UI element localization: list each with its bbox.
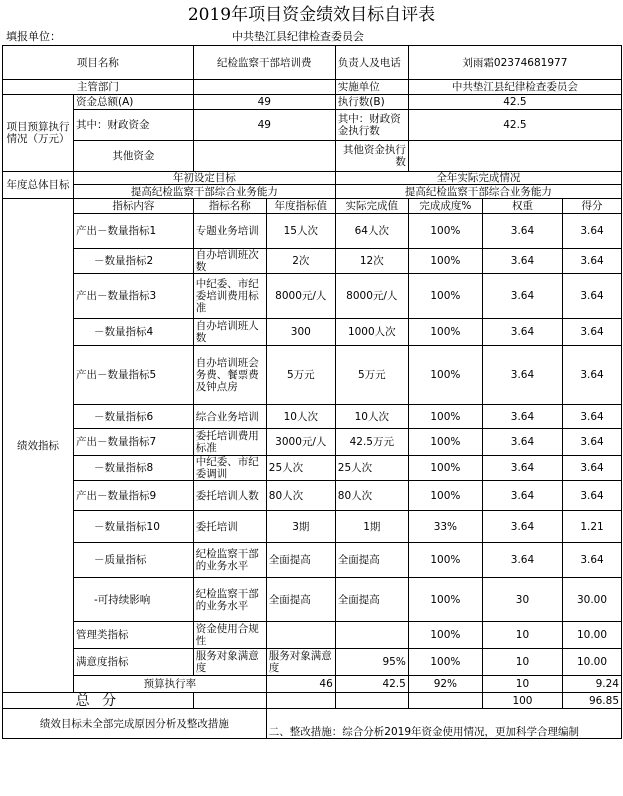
indicator-name: 委托培训人数 — [193, 481, 266, 511]
indicator-target: 全面提高 — [266, 543, 335, 578]
indicator-target: 5万元 — [266, 346, 335, 405]
header-weight: 权重 — [482, 199, 562, 214]
indicator-target — [266, 622, 335, 649]
budget-fiscal-exec-label: 其中：财政资金执行数 — [335, 110, 408, 141]
indicator-name: 自办培训班人数 — [193, 319, 266, 346]
header-actual: 实际完成值 — [335, 199, 408, 214]
footer-label: 绩效目标未全部完成原因分析及整改措施 — [3, 709, 267, 739]
indicator-content: －数量指标4 — [74, 319, 194, 346]
indicator-rate: 100% — [408, 456, 482, 481]
indicator-row — [3, 622, 622, 649]
goals-actual-label: 全年实际完成情况 — [335, 172, 621, 185]
impl-label: 实施单位 — [335, 80, 408, 95]
goals-initial-value: 提高纪检监察干部综合业务能力 — [74, 185, 336, 199]
indicator-name: 委托培训 — [193, 511, 266, 543]
goals-initial-label: 年初设定目标 — [74, 172, 336, 185]
indicator-row — [3, 511, 622, 543]
goals-actual-value: 提高纪检监察干部综合业务能力 — [335, 185, 621, 199]
indicator-score: 10.00 — [563, 649, 622, 676]
indicator-rate: 100% — [408, 481, 482, 511]
footer-row — [3, 709, 622, 739]
budget-exec-label: 执行数(B) — [335, 95, 408, 110]
indicator-actual — [335, 622, 408, 649]
indicator-content: 产出－数量指标9 — [74, 481, 194, 511]
budget-other-label: 其他资金 — [74, 141, 194, 172]
indicator-rate: 100% — [408, 346, 482, 405]
total-empty-cell — [335, 693, 408, 709]
indicator-rate: 33% — [408, 511, 482, 543]
owner-value: 刘雨霜02374681977 — [408, 46, 621, 80]
budget-other-exec-label: 其他资金执行数 — [335, 141, 408, 172]
indicator-rate: 100% — [408, 405, 482, 429]
project-name-value: 纪检监察干部培训费 — [193, 46, 335, 80]
indicator-target: 2次 — [266, 249, 335, 274]
indicator-score: 3.64 — [563, 346, 622, 405]
indicator-score: 3.64 — [563, 543, 622, 578]
total-empty-cell — [266, 693, 335, 709]
budget-other-exec-value — [408, 141, 621, 172]
total-empty-cell — [408, 693, 482, 709]
indicator-content: 产出－数量指标3 — [74, 274, 194, 319]
total-weight: 100 — [482, 693, 562, 709]
indicator-weight: 3.64 — [482, 481, 562, 511]
total-row — [3, 693, 622, 709]
indicator-row — [3, 649, 622, 676]
indicator-weight: 30 — [482, 578, 562, 622]
owner-label: 负责人及电话 — [335, 46, 408, 80]
header-content: 指标内容 — [74, 199, 194, 214]
indicator-name: 自办培训班会务费、餐票费及钟点房 — [193, 346, 266, 405]
budget-other-row — [3, 141, 622, 172]
indicator-content: －数量指标8 — [74, 456, 194, 481]
indicator-weight: 3.64 — [482, 214, 562, 249]
indicator-rate: 100% — [408, 622, 482, 649]
indicator-score: 1.21 — [563, 511, 622, 543]
total-empty-cell — [193, 693, 266, 709]
indicator-name: 专题业务培训 — [193, 214, 266, 249]
indicator-header-row — [3, 199, 622, 214]
indicator-weight: 10 — [482, 622, 562, 649]
indicator-score: 3.64 — [563, 214, 622, 249]
indicator-content: 管理类指标 — [74, 622, 194, 649]
budget-fiscal-label: 其中：财政资金 — [74, 110, 194, 141]
indicator-weight: 3.64 — [482, 511, 562, 543]
budget-section-label: 项目预算执行情况（万元） — [3, 95, 74, 172]
indicator-row — [3, 543, 622, 578]
indicator-rate: 100% — [408, 249, 482, 274]
indicator-name: 自办培训班次数 — [193, 249, 266, 274]
indicator-rate: 100% — [408, 274, 482, 319]
indicator-actual: 1期 — [335, 511, 408, 543]
header-score: 得分 — [563, 199, 622, 214]
indicator-row — [3, 249, 622, 274]
indicator-content: －数量指标2 — [74, 249, 194, 274]
indicator-score: 3.64 — [563, 274, 622, 319]
budget-exec-value: 42.5 — [408, 95, 621, 110]
total-label: 总 分 — [3, 693, 194, 709]
filler-row — [2, 28, 622, 45]
indicator-content: －数量指标6 — [74, 405, 194, 429]
indicator-actual: 64人次 — [335, 214, 408, 249]
impl-value: 中共垫江县纪律检查委员会 — [408, 80, 621, 95]
header-target: 年度指标值 — [266, 199, 335, 214]
total-score: 96.85 — [563, 693, 622, 709]
indicator-row — [3, 456, 622, 481]
indicator-target: 服务对象满意度 — [266, 649, 335, 676]
indicator-content: -可持续影响 — [74, 578, 194, 622]
indicator-score: 3.64 — [563, 481, 622, 511]
indicator-actual: 5万元 — [335, 346, 408, 405]
indicator-row — [3, 578, 622, 622]
budget-fiscal-exec-value: 42.5 — [408, 110, 621, 141]
budget-rate-label: 预算执行率 — [74, 676, 267, 693]
project-name-row — [3, 46, 622, 80]
indicator-target: 300 — [266, 319, 335, 346]
indicator-name: 中纪委、市纪委培训费用标准 — [193, 274, 266, 319]
indicator-weight: 3.64 — [482, 456, 562, 481]
indicator-score: 3.64 — [563, 249, 622, 274]
indicator-rate: 100% — [408, 649, 482, 676]
footer-value: 二、整改措施：综合分析2019年资金使用情况，更加科学合理编制 — [266, 709, 621, 739]
indicator-row — [3, 405, 622, 429]
indicator-name: 委托培训费用标准 — [193, 429, 266, 456]
indicator-name: 纪检监察干部的业务水平 — [193, 578, 266, 622]
indicator-weight: 10 — [482, 649, 562, 676]
filler-label: 填报单位： — [6, 30, 61, 43]
indicator-weight: 3.64 — [482, 319, 562, 346]
dept-value — [193, 80, 335, 95]
indicator-name: 服务对象满意度 — [193, 649, 266, 676]
indicator-score: 3.64 — [563, 429, 622, 456]
budget-total-value: 49 — [193, 95, 335, 110]
indicator-row — [3, 214, 622, 249]
indicator-target: 15人次 — [266, 214, 335, 249]
indicator-target: 80人次 — [266, 481, 335, 511]
indicator-content: 产出－数量指标1 — [74, 214, 194, 249]
indicator-target: 25人次 — [266, 456, 335, 481]
indicator-name: 资金使用合规性 — [193, 622, 266, 649]
indicator-target: 8000元/人 — [266, 274, 335, 319]
indicator-target: 3期 — [266, 511, 335, 543]
indicator-target: 10人次 — [266, 405, 335, 429]
indicator-actual: 全面提高 — [335, 578, 408, 622]
indicator-row — [3, 319, 622, 346]
indicator-content: －质量指标 — [74, 543, 194, 578]
budget-total-row — [3, 95, 622, 110]
dept-label: 主管部门 — [3, 80, 194, 95]
indicator-weight: 3.64 — [482, 405, 562, 429]
indicator-actual: 8000元/人 — [335, 274, 408, 319]
budget-fiscal-value: 49 — [193, 110, 335, 141]
indicator-actual: 12次 — [335, 249, 408, 274]
budget-other-value — [193, 141, 335, 172]
header-rate: 完成成度% — [408, 199, 482, 214]
goals-value-row — [3, 185, 622, 199]
indicator-score: 30.00 — [563, 578, 622, 622]
indicator-row — [3, 429, 622, 456]
budget-fiscal-row — [3, 110, 622, 141]
goals-header-row — [3, 172, 622, 185]
indicator-actual: 10人次 — [335, 405, 408, 429]
indicator-row — [3, 481, 622, 511]
indicator-score: 3.64 — [563, 456, 622, 481]
budget-total-label: 资金总额(A) — [74, 95, 194, 110]
indicator-actual: 42.5万元 — [335, 429, 408, 456]
indicator-rate: 100% — [408, 429, 482, 456]
indicator-weight: 3.64 — [482, 274, 562, 319]
budget-rate-row — [3, 676, 622, 693]
budget-rate-target: 46 — [266, 676, 335, 693]
indicator-row — [3, 346, 622, 405]
indicator-score: 3.64 — [563, 405, 622, 429]
budget-rate-weight: 10 — [482, 676, 562, 693]
indicator-rate: 100% — [408, 214, 482, 249]
indicator-actual: 80人次 — [335, 481, 408, 511]
indicator-name: 纪检监察干部的业务水平 — [193, 543, 266, 578]
budget-rate-score: 9.24 — [563, 676, 622, 693]
indicator-target: 3000元/人 — [266, 429, 335, 456]
indicator-weight: 3.64 — [482, 249, 562, 274]
indicator-content: 满意度指标 — [74, 649, 194, 676]
indicator-name: 综合业务培训 — [193, 405, 266, 429]
indicator-actual: 1000人次 — [335, 319, 408, 346]
indicator-content: 产出－数量指标5 — [74, 346, 194, 405]
project-name-label: 项目名称 — [3, 46, 194, 80]
indicator-rate: 100% — [408, 543, 482, 578]
indicator-target: 全面提高 — [266, 578, 335, 622]
indicator-row — [3, 274, 622, 319]
indicator-score: 10.00 — [563, 622, 622, 649]
indicator-actual: 25人次 — [335, 456, 408, 481]
budget-rate-actual: 42.5 — [335, 676, 408, 693]
indicator-actual: 全面提高 — [335, 543, 408, 578]
page-title: 2019年项目资金绩效目标自评表 — [187, 5, 436, 25]
budget-rate-rate: 92% — [408, 676, 482, 693]
dept-row — [3, 80, 622, 95]
indicator-actual: 95% — [335, 649, 408, 676]
evaluation-table — [2, 45, 622, 739]
indicator-content: －数量指标10 — [74, 511, 194, 543]
indicator-content: 产出－数量指标7 — [74, 429, 194, 456]
indicator-weight: 3.64 — [482, 346, 562, 405]
header-name: 指标名称 — [193, 199, 266, 214]
indicator-score: 3.64 — [563, 319, 622, 346]
indicator-section-label: 绩效指标 — [3, 199, 74, 693]
indicator-weight: 3.64 — [482, 543, 562, 578]
indicator-name: 中纪委、市纪委调训 — [193, 456, 266, 481]
filler-value: 中共垫江县纪律检查委员会 — [232, 30, 364, 43]
indicator-rate: 100% — [408, 319, 482, 346]
indicator-rate: 100% — [408, 578, 482, 622]
goals-section-label: 年度总体目标 — [3, 172, 74, 199]
indicator-weight: 3.64 — [482, 429, 562, 456]
